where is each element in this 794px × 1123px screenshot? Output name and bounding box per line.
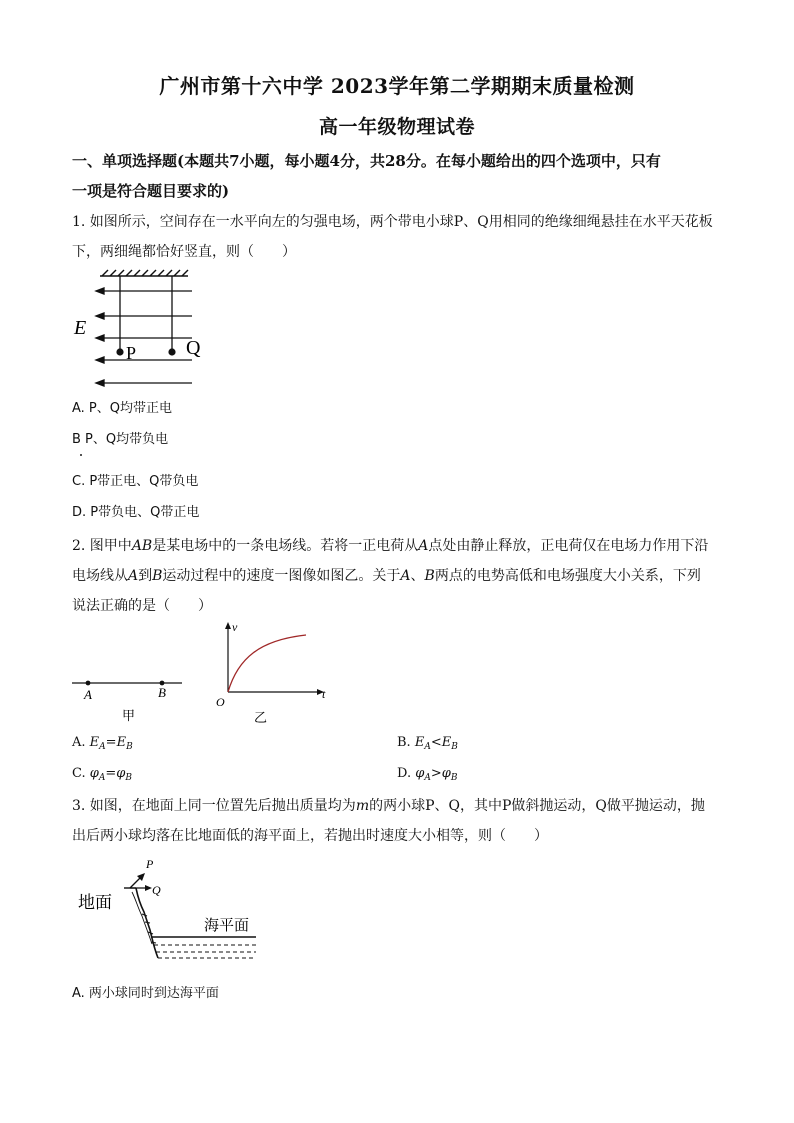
label-a: A (84, 687, 92, 702)
ball-p (116, 348, 123, 355)
q2-option-b[interactable]: B. $E_A<E_B$ (397, 735, 458, 752)
stray-dot (80, 454, 82, 456)
q2-option-d[interactable]: D. $\varphi_A>\varphi_B$ (397, 766, 458, 783)
ceiling-hatching (102, 270, 188, 276)
q2-option-c[interactable]: C. $\varphi_A=\varphi_B$ (72, 766, 132, 783)
velocity-q-arrowhead (145, 885, 152, 891)
field-line-arrow (96, 288, 192, 294)
field-line-arrow (96, 357, 192, 363)
cliff-face (136, 888, 158, 958)
field-line-arrow (96, 313, 192, 319)
q3-option-a[interactable]: A. 两小球同时到达海平面 (72, 986, 219, 1001)
label-p: P (126, 343, 137, 363)
q1-stem-line2: 下，两细绳都恰好竖直，则（ ） (72, 244, 296, 260)
velocity-curve (228, 635, 306, 692)
label-sea: 海平面 (204, 918, 250, 934)
q1-option-a[interactable]: A. P、Q均带正电 (72, 401, 173, 416)
field-line-arrow (96, 335, 192, 341)
label-e: E (74, 317, 87, 339)
label-q: Q (186, 337, 201, 359)
section-heading-line1: 一、单项选择题(本题共7小题，每小题4分，共28分。在每小题给出的四个选项中，只有 (72, 152, 661, 170)
label-ground: 地面 (78, 893, 112, 912)
q2-stem-line3: 说法正确的是（ ） (72, 598, 212, 614)
q2-figures (70, 618, 340, 726)
q1-option-d[interactable]: D. P带负电、Q带正电 (72, 505, 200, 520)
q1-option-b[interactable]: B P、Q均带负电 (72, 432, 169, 447)
q1-option-c[interactable]: C. P带正电、Q带负电 (72, 474, 199, 489)
cliff-rock (132, 892, 152, 944)
label-t: t (322, 687, 326, 701)
label-o: O (216, 695, 225, 709)
label-p: P (146, 857, 154, 871)
section-heading-line2: 一项是符合题目要求的) (72, 182, 230, 200)
exam-title: 广州市第十六中学 2023学年第二学期期末质量检测 (159, 74, 635, 98)
q3-stem-line2: 出后两小球均落在比地面低的海平面上，若抛出时速度大小相等，则（ ） (72, 828, 548, 844)
label-jia: 甲 (122, 708, 136, 723)
q2-option-a[interactable]: A. $E_A=E_B$ (72, 735, 133, 752)
label-v: v (232, 620, 238, 634)
q3-figure-projectiles (72, 852, 262, 964)
exam-subtitle: 高一年级物理试卷 (318, 116, 475, 138)
ball-q (168, 348, 175, 355)
v-axis-arrow (225, 622, 231, 629)
label-b: B (158, 685, 166, 700)
point-a (86, 681, 91, 686)
field-line-arrow (96, 380, 192, 386)
q3-stem-line1: 3. 如图，在地面上同一位置先后抛出质量均为m的两小球P、Q，其中P做斜抛运动，Q做平抛运动，抛 (72, 798, 705, 814)
q1-figure-electric-field (68, 268, 208, 392)
q1-stem-line1: 1. 如图所示，空间存在一水平向左的匀强电场，两个带电小球P、Q用相同的绝缘细绳悬挂在水平天花板 (72, 214, 713, 230)
label-yi: 乙 (254, 710, 268, 725)
label-q: Q (152, 883, 161, 897)
q2-stem-line1: 2. 图甲中AB是某电场中的一条电场线。若将一正电荷从A点处由静止释放，正电荷仅在电场力作用下沿 (72, 538, 709, 554)
q2-stem-line2: 电场线从A到B运动过程中的速度一图像如图乙。关于A、B两点的电势高低和电场强度大小关系，下列 (72, 568, 701, 584)
